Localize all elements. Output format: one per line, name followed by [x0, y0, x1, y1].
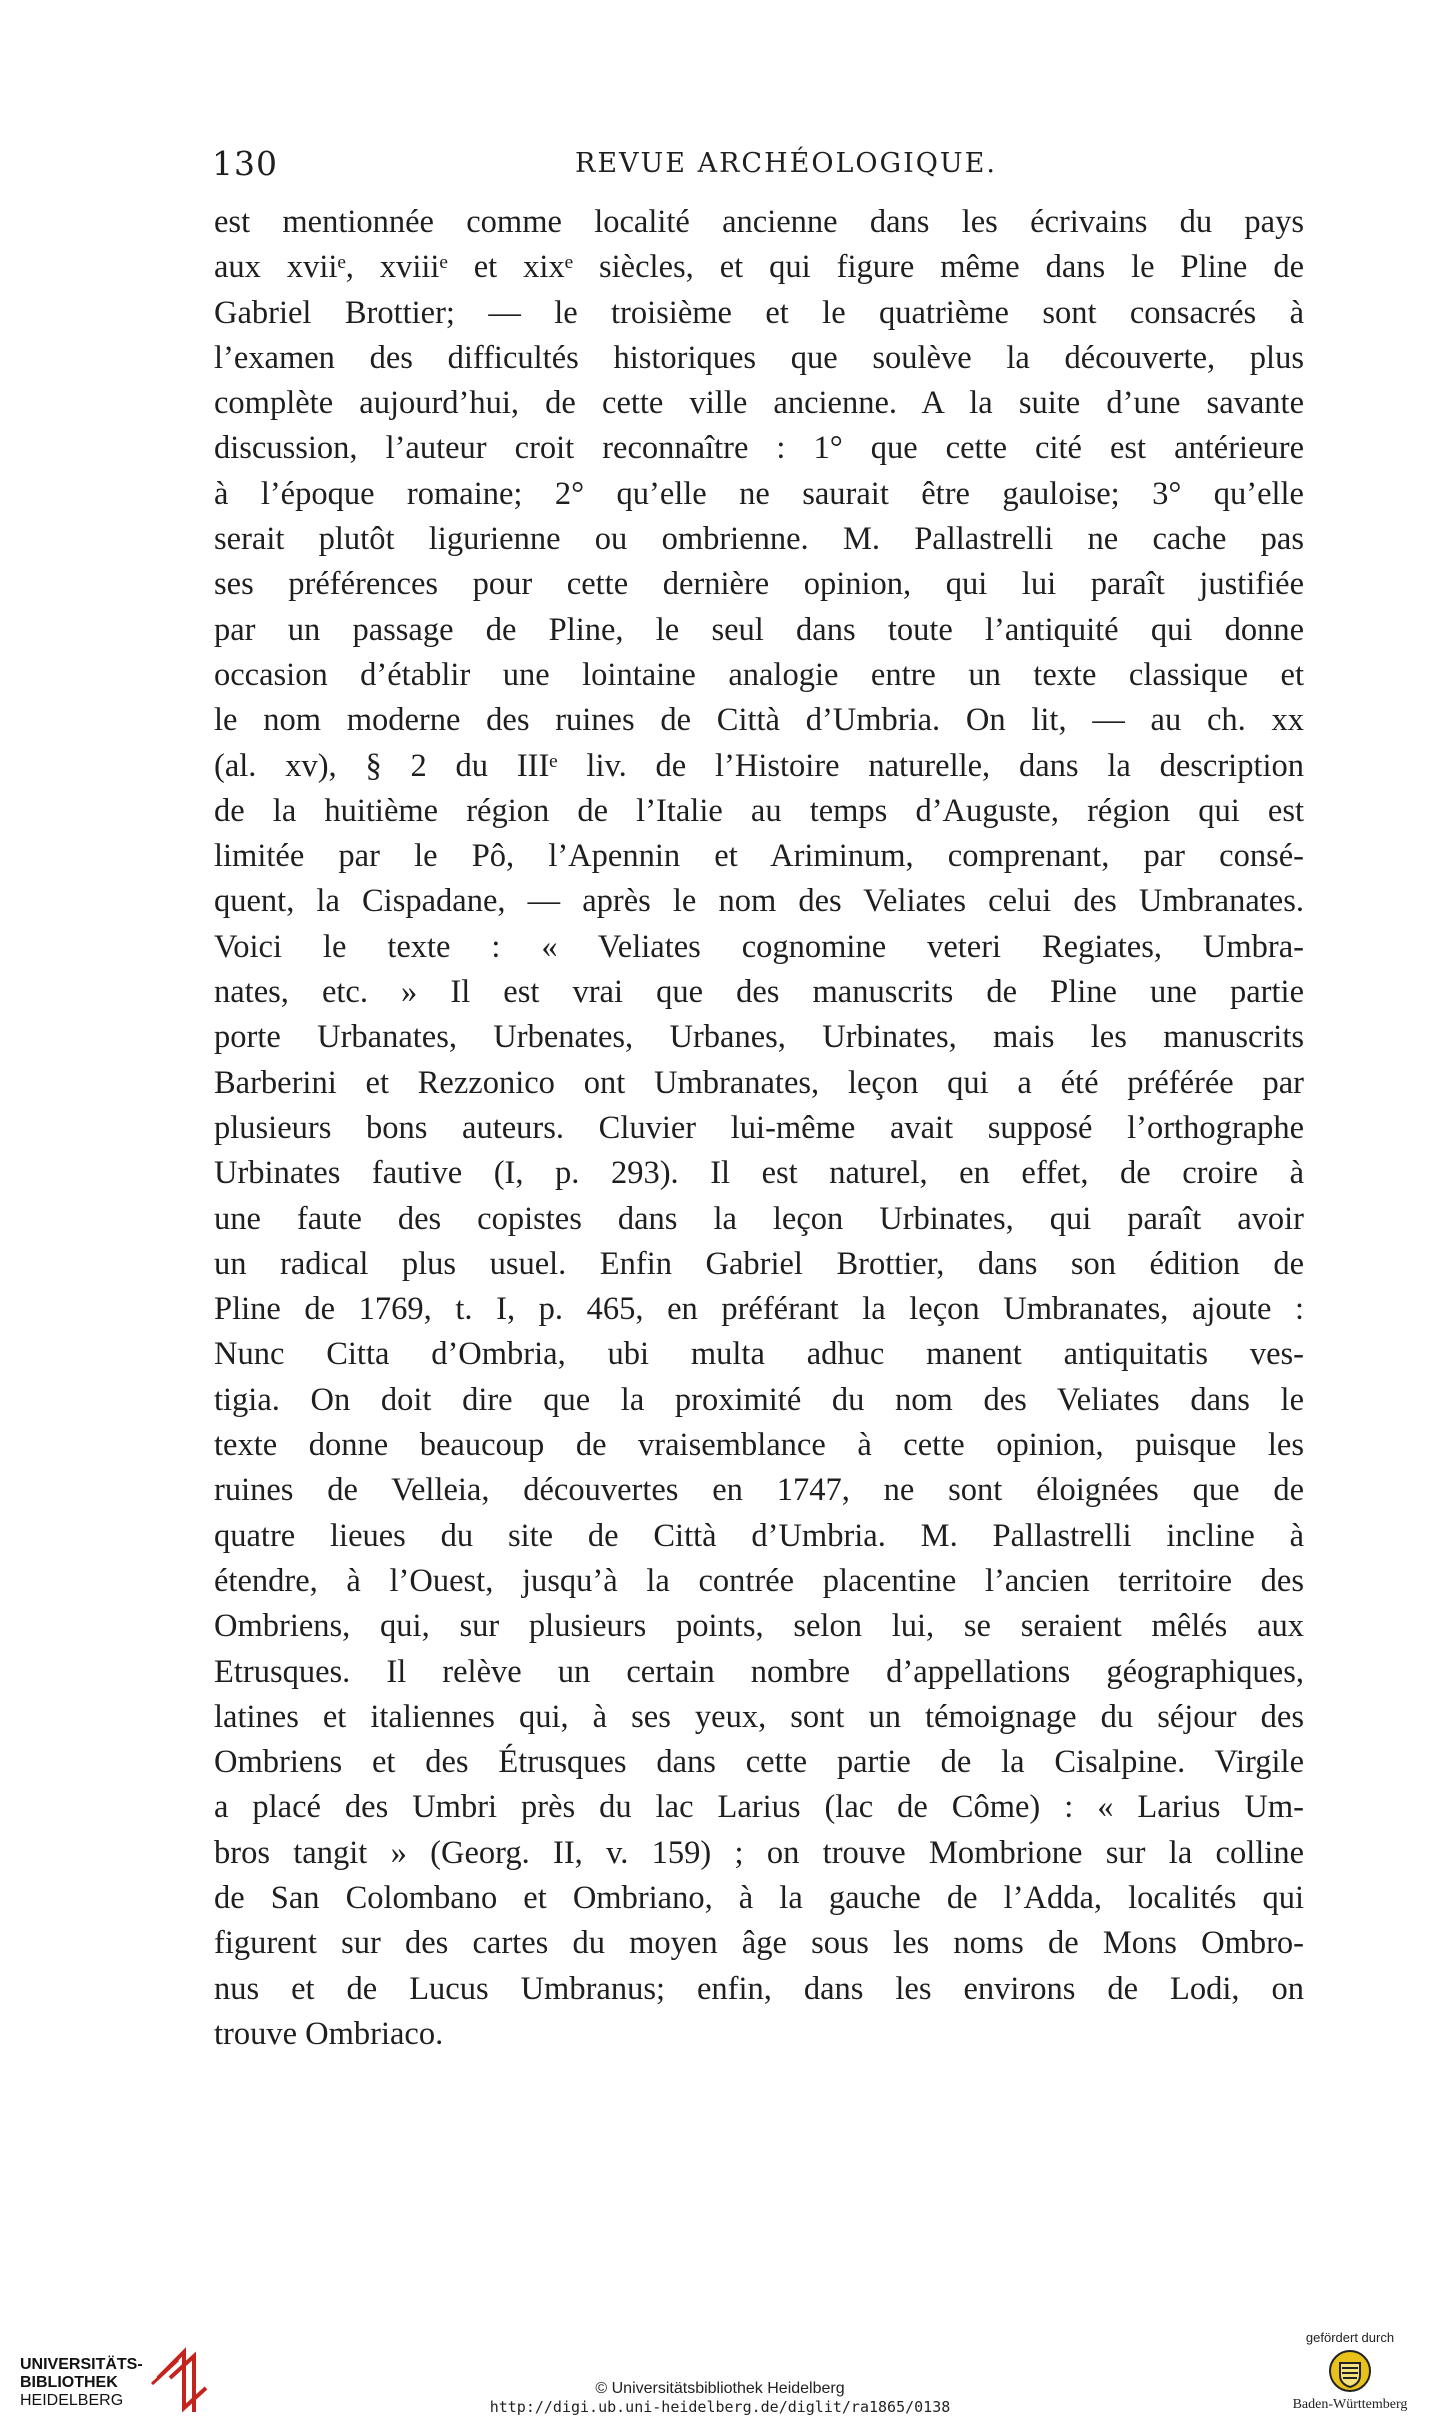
text-line: trouve Ombriaco. — [214, 2015, 444, 2052]
text-line: porte Urbanates, Urbenates, Urbanes, Urbinates, mais les manuscrits — [214, 1019, 1304, 1056]
footer-citation — [470, 2380, 970, 2416]
funder-branding — [1270, 2330, 1430, 2420]
library-branding — [20, 2338, 220, 2418]
text-line: ruines de Velleia, découvertes en 1747, ne sont éloignées que de — [214, 1472, 1304, 1509]
text-line: Ombriens, qui, sur plusieurs points, selon lui, se seraient mêlés aux — [214, 1608, 1304, 1645]
library-line-1: UNIVERSITÄTS- — [20, 2356, 143, 2373]
funded-by-label: gefördert durch — [1305, 2330, 1395, 2345]
text-line: texte donne beaucoup de vraisemblance à cette opinion, puisque les — [214, 1427, 1304, 1464]
text-line: latines et italiennes qui, à ses yeux, sont un témoignage du séjour des — [214, 1698, 1304, 1735]
text-line: une faute des copistes dans la leçon Urbinates, qui paraît avoir — [214, 1200, 1304, 1237]
library-line-3: HEIDELBERG — [20, 2392, 124, 2409]
text-line: Barberini et Rezzonico ont Umbranates, leçon qui a été préférée par — [214, 1064, 1304, 1101]
funder-name: Baden-Württemberg — [1292, 2397, 1408, 2412]
text-line: aux xviiᵉ, xviiiᵉ et xixᵉ siècles, et qui figure même dans le Pline de — [214, 249, 1304, 286]
running-head: REVUE ARCHÉOLOGIQUE. — [575, 148, 997, 179]
text-line: nus et de Lucus Umbranus; enfin, dans les environs de Lodi, on — [214, 1970, 1304, 2007]
text-line: de San Colombano et Ombriano, à la gauche de l’Adda, localités qui — [214, 1879, 1304, 1916]
text-line: (al. xv), § 2 du IIIᵉ liv. de l’Histoire naturelle, dans la description — [214, 747, 1304, 784]
text-line: un radical plus usuel. Enfin Gabriel Brottier, dans son édition de — [214, 1245, 1304, 1282]
text-line: Pline de 1769, t. I, p. 465, en préférant la leçon Umbranates, ajoute : — [214, 1291, 1304, 1328]
text-line: occasion d’établir une lointaine analogie entre un texte classique et — [214, 656, 1304, 693]
text-line: bros tangit » (Georg. II, v. 159) ; on trouve Mombrione sur la colline — [214, 1834, 1304, 1871]
body-text — [214, 200, 1304, 2057]
text-line: Voici le texte : « Veliates cognomine veteri Regiates, Umbra- — [214, 928, 1304, 965]
text-line: le nom moderne des ruines de Città d’Umbria. On lit, — au ch. xx — [214, 702, 1304, 739]
text-line: l’examen des difficultés historiques que soulève la découverte, plus — [214, 339, 1304, 376]
text-line: plusieurs bons auteurs. Cluvier lui-même avait supposé l’orthographe — [214, 1109, 1304, 1146]
text-line: nates, etc. » Il est vrai que des manuscrits de Pline une partie — [214, 974, 1304, 1011]
text-line: figurent sur des cartes du moyen âge sous les noms de Mons Ombro- — [214, 1925, 1304, 1962]
text-line: à l’époque romaine; 2° qu’elle ne saurait être gauloise; 3° qu’elle — [214, 475, 1304, 512]
library-line-2: BIBLIOTHEK — [20, 2374, 118, 2391]
text-line: Nunc Citta d’Ombria, ubi multa adhuc manent antiquitatis ves- — [214, 1336, 1304, 1373]
text-line: ses préférences pour cette dernière opinion, qui lui paraît justifiée — [214, 566, 1304, 603]
text-line: étendre, à l’Ouest, jusqu’à la contrée placentine l’ancien territoire des — [214, 1562, 1304, 1599]
text-line: Ombriens et des Étrusques dans cette partie de la Cisalpine. Virgile — [214, 1744, 1304, 1781]
text-line: Etrusques. Il relève un certain nombre d’appellations géographiques, — [214, 1653, 1304, 1690]
text-line: Gabriel Brottier; — le troisième et le quatrième sont consacrés à — [214, 294, 1304, 331]
text-line: discussion, l’auteur croit reconnaître : 1° que cette cité est antérieure — [214, 430, 1304, 467]
copyright-text: © Universitätsbibliothek Heidelberg — [595, 2380, 845, 2397]
text-line: quatre lieues du site de Città d’Umbria. M. Pallastrelli incline à — [214, 1517, 1304, 1554]
text-line: de la huitième région de l’Italie au temps d’Auguste, région qui est — [214, 792, 1304, 829]
text-line: a placé des Umbri près du lac Larius (lac de Côme) : « Larius Um- — [214, 1789, 1304, 1826]
ub-heidelberg-logo-icon — [150, 2338, 220, 2418]
permalink-url[interactable]: http://digi.ub.uni-heidelberg.de/diglit/ra1865/0138 — [489, 2398, 951, 2416]
text-line: limitée par le Pô, l’Apennin et Ariminum, comprenant, par consé- — [214, 838, 1304, 875]
text-line: Urbinates fautive (I, p. 293). Il est naturel, en effet, de croire à — [214, 1155, 1304, 1192]
text-line: est mentionnée comme localité ancienne dans les écrivains du pays — [214, 204, 1304, 240]
baden-wuerttemberg-seal-icon — [1328, 2349, 1372, 2393]
text-line: complète aujourd’hui, de cette ville ancienne. A la suite d’une savante — [214, 385, 1304, 422]
text-line: tigia. On doit dire que la proximité du nom des Veliates dans le — [214, 1381, 1304, 1418]
library-name — [20, 2356, 143, 2410]
page-number: 130 — [212, 144, 278, 183]
text-line: par un passage de Pline, le seul dans toute l’antiquité qui donne — [214, 611, 1304, 648]
text-line: quent, la Cispadane, — après le nom des Veliates celui des Umbranates. — [214, 883, 1304, 920]
text-line: serait plutôt ligurienne ou ombrienne. M. Pallastrelli ne cache pas — [214, 521, 1304, 558]
